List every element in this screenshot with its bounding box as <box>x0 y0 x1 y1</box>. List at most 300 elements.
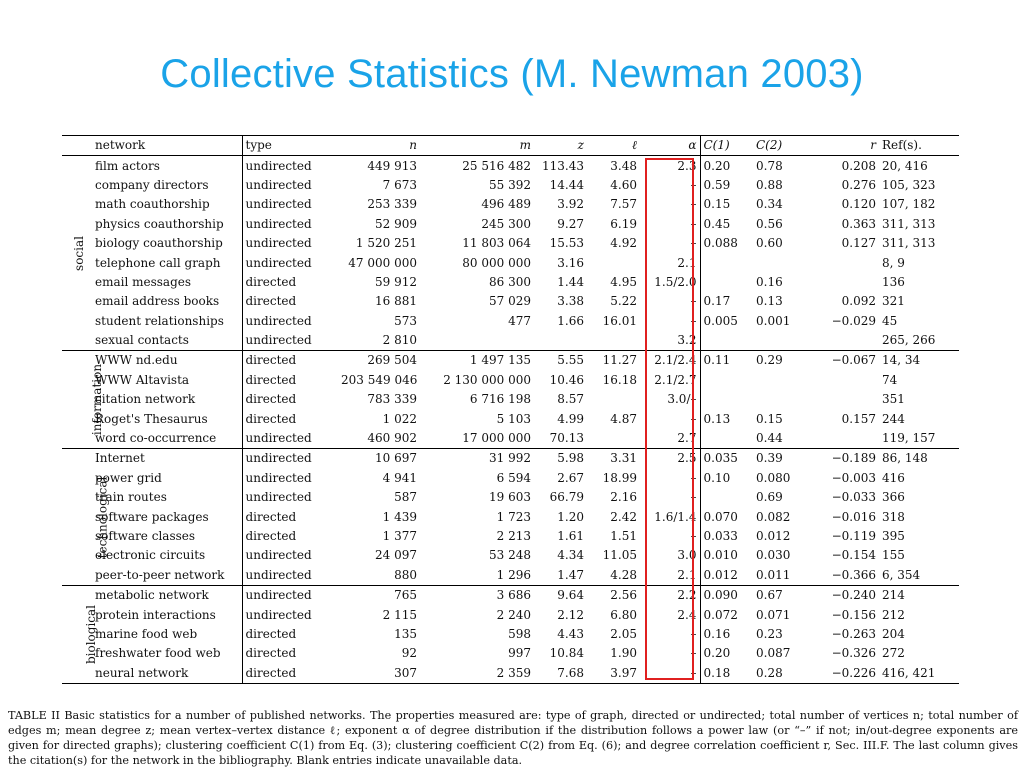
cell-r <box>810 371 879 390</box>
cell-alpha: 1.5/2.0 <box>640 273 700 292</box>
cell-l: 1.90 <box>610 646 637 661</box>
cell-alpha: – <box>640 488 700 507</box>
cell-c2: 0.39 <box>756 451 783 466</box>
cell-z: 70.13 <box>534 429 587 449</box>
cell-c1 <box>700 331 753 351</box>
cell-z: 9.27 <box>557 216 584 231</box>
cell-type: directed <box>242 507 338 526</box>
cell-l <box>587 390 640 409</box>
cell-alpha: 2.7 <box>640 429 700 449</box>
cell-refs: 74 <box>882 372 898 387</box>
table-row <box>62 176 959 195</box>
category-text: information <box>90 364 105 436</box>
cell-alpha: – <box>640 664 700 684</box>
header-row <box>62 136 959 156</box>
cell-type: undirected <box>242 312 338 331</box>
cell-network: telephone call graph <box>95 255 221 270</box>
cell-alpha: – <box>640 409 700 428</box>
cell-r: −0.226 <box>810 664 879 684</box>
table-caption: TABLE II Basic statistics for a number of published networks. The properties measured are: type of graph, directed or undirected; total number of vertices n; total number of edges m; mean degree z; mean vertex–vertex distance ℓ; exponent α of degree distribution if the distribution follows a power law (or “–” if not; in/out-degree exponents are given for directed graphs); clustering coefficient C(1) from Eq. (3); clustering coefficient C(2) from Eq. (6); and degree correlation coefficient r, Sec. III.F. The last column gives the citation(s) for the network in the bibliography. Blank entries indicate unavailable data. <box>8 709 1018 767</box>
cell-c1: 0.090 <box>703 588 738 603</box>
cell-z: 8.57 <box>557 392 584 407</box>
cell-r: −0.156 <box>831 607 876 622</box>
table-row <box>62 664 959 684</box>
cell-c2: 0.69 <box>756 490 783 505</box>
cell-network: WWW nd.edu <box>95 353 178 368</box>
cell-network: word co-occurrence <box>92 429 242 449</box>
table-row <box>62 488 959 507</box>
cell-l: 2.16 <box>610 490 637 505</box>
cell-network: peer-to-peer network <box>92 566 242 586</box>
cell-type: undirected <box>242 585 338 605</box>
header-c2: C(2) <box>753 136 810 156</box>
cell-c1 <box>700 390 753 409</box>
cell-type: undirected <box>242 546 338 565</box>
cell-network: company directors <box>95 177 209 192</box>
table-row <box>62 429 959 449</box>
cell-network: protein interactions <box>95 607 216 622</box>
cell-l: 2.42 <box>610 509 637 524</box>
cell-n: 92 <box>401 646 417 661</box>
cell-r <box>810 331 879 351</box>
cell-m: 3 686 <box>496 588 531 603</box>
cell-l <box>587 331 640 351</box>
cell-c1: 0.11 <box>703 353 731 368</box>
table-row <box>62 292 959 311</box>
cell-m: 1 296 <box>420 566 534 586</box>
cell-c1: 0.070 <box>703 509 738 524</box>
cell-c1: 0.59 <box>703 177 731 192</box>
table-body <box>62 156 959 684</box>
cell-r: 0.120 <box>841 197 876 212</box>
cell-type: undirected <box>242 215 338 234</box>
cell-type: undirected <box>242 605 338 624</box>
cell-m: 55 392 <box>489 177 531 192</box>
cell-refs: 318 <box>882 509 905 524</box>
cell-r: −0.263 <box>831 626 876 641</box>
category-label-biological <box>62 585 99 683</box>
cell-l: 4.95 <box>610 274 637 289</box>
cell-n: 16 881 <box>375 294 417 309</box>
cell-alpha: 2.1/2.7 <box>640 371 700 390</box>
cell-refs: 119, 157 <box>879 429 959 449</box>
table-row <box>62 312 959 331</box>
cell-c2: 0.23 <box>756 626 783 641</box>
cell-n: 460 902 <box>338 429 420 449</box>
table-row <box>62 644 959 663</box>
cell-z: 3.92 <box>557 197 584 212</box>
cell-r: 0.092 <box>841 294 876 309</box>
cell-refs: 8, 9 <box>882 255 905 270</box>
cell-l: 3.48 <box>610 158 637 173</box>
cell-l: 3.97 <box>587 664 640 684</box>
cell-type: directed <box>242 292 338 311</box>
slide-title: Collective Statistics (M. Newman 2003) <box>160 52 864 96</box>
cell-type: directed <box>242 273 338 292</box>
header-alpha: α <box>640 136 700 156</box>
cell-c1: 0.012 <box>700 566 753 586</box>
cell-n: 135 <box>394 626 417 641</box>
cell-alpha: 3.0/– <box>640 390 700 409</box>
cell-c2: 0.34 <box>756 197 783 212</box>
cell-type: undirected <box>242 195 338 214</box>
cell-l: 16.01 <box>602 313 637 328</box>
cell-m: 2 240 <box>496 607 531 622</box>
table-row <box>62 371 959 390</box>
cell-type: directed <box>242 390 338 409</box>
cell-type: undirected <box>242 176 338 195</box>
cell-network: neural network <box>92 664 242 684</box>
cell-c1 <box>700 253 753 272</box>
category-text: social <box>71 235 86 271</box>
cell-type: directed <box>242 644 338 663</box>
cell-c1: 0.088 <box>703 236 738 251</box>
cell-type: undirected <box>242 234 338 253</box>
cell-z: 14.44 <box>549 177 584 192</box>
cell-l: 2.56 <box>610 588 637 603</box>
cell-m: 57 029 <box>489 294 531 309</box>
cell-refs: 14, 34 <box>882 353 921 368</box>
cell-c1: 0.035 <box>703 451 738 466</box>
cell-alpha: – <box>640 469 700 488</box>
cell-network: email messages <box>95 274 192 289</box>
cell-c2: 0.011 <box>753 566 810 586</box>
cell-n: 1 439 <box>382 509 417 524</box>
cell-c2: 0.15 <box>756 411 783 426</box>
cell-network: electronic circuits <box>95 548 206 563</box>
cell-n: 24 097 <box>375 548 417 563</box>
cell-c2: 0.56 <box>756 216 783 231</box>
cell-z: 4.34 <box>557 548 584 563</box>
cell-c1 <box>700 488 753 507</box>
cell-refs: 105, 323 <box>882 177 936 192</box>
cell-z: 113.43 <box>542 158 584 173</box>
cell-m: 25 516 482 <box>462 158 531 173</box>
cell-refs: 272 <box>882 646 905 661</box>
header-r: r <box>810 136 879 156</box>
cell-l: 18.99 <box>602 470 637 485</box>
cell-n: 587 <box>394 490 417 505</box>
cell-refs: 416, 421 <box>879 664 959 684</box>
cell-n: 1 377 <box>382 529 417 543</box>
statistics-table <box>62 135 959 684</box>
cell-type: undirected <box>242 253 338 272</box>
cell-c2: 0.082 <box>756 509 791 524</box>
cell-r: 0.208 <box>841 158 876 173</box>
statistics-table-container <box>62 135 959 684</box>
header-category <box>62 136 92 156</box>
cell-refs: 244 <box>882 411 905 426</box>
cell-l: 6.19 <box>610 216 637 231</box>
cell-network: train routes <box>95 490 167 505</box>
cell-type: undirected <box>242 566 338 586</box>
cell-n: 52 909 <box>375 216 417 231</box>
cell-type: undirected <box>242 156 338 176</box>
cell-alpha: – <box>640 625 700 644</box>
cell-alpha: – <box>640 215 700 234</box>
cell-l: 4.92 <box>610 236 637 251</box>
category-text: technological <box>95 476 110 558</box>
cell-m: 53 248 <box>489 548 531 563</box>
cell-c1: 0.010 <box>703 548 738 563</box>
cell-l: 11.27 <box>602 353 637 368</box>
cell-r: −0.067 <box>831 353 876 368</box>
cell-r: −0.016 <box>831 509 876 524</box>
cell-c2 <box>753 253 810 272</box>
cell-c1: 0.16 <box>703 626 731 641</box>
cell-n: 449 913 <box>367 158 417 173</box>
cell-l: 4.87 <box>610 411 637 426</box>
cell-refs: 86, 148 <box>882 451 928 466</box>
header-network: network <box>92 136 242 156</box>
cell-alpha: – <box>640 234 700 253</box>
cell-c2: 0.030 <box>756 548 791 563</box>
table-row <box>62 605 959 624</box>
cell-refs: 265, 266 <box>879 331 959 351</box>
cell-c2: 0.080 <box>756 470 791 485</box>
cell-type: undirected <box>242 488 338 507</box>
cell-n: 1 520 251 <box>355 236 417 251</box>
cell-type: directed <box>242 409 338 428</box>
cell-c1: 0.13 <box>703 411 731 426</box>
cell-type: directed <box>242 351 338 371</box>
table-row <box>62 253 959 272</box>
cell-m: 86 300 <box>489 274 531 289</box>
table-row <box>62 351 959 371</box>
cell-z: 3.16 <box>557 255 584 270</box>
cell-r <box>810 273 879 292</box>
cell-l: 11.05 <box>602 548 637 563</box>
cell-refs: 321 <box>882 294 905 309</box>
cell-alpha: 2.1 <box>640 566 700 586</box>
cell-alpha: 2.1/2.4 <box>640 351 700 371</box>
cell-refs: 311, 313 <box>882 236 936 251</box>
cell-r: 0.276 <box>841 177 876 192</box>
table-row <box>62 566 959 586</box>
table-row <box>62 449 959 469</box>
cell-refs: 155 <box>882 548 905 563</box>
cell-n: 203 549 046 <box>341 372 418 387</box>
cell-m: 11 803 064 <box>462 236 531 251</box>
cell-c1: 0.10 <box>703 470 731 485</box>
cell-z: 5.98 <box>557 451 584 466</box>
cell-type: undirected <box>242 449 338 469</box>
cell-r <box>810 253 879 272</box>
cell-r: −0.240 <box>831 588 876 603</box>
cell-c2 <box>753 371 810 390</box>
cell-refs: 311, 313 <box>882 216 936 231</box>
cell-r <box>810 429 879 449</box>
cell-c1: 0.15 <box>703 197 731 212</box>
cell-c1 <box>700 273 753 292</box>
cell-z: 4.43 <box>557 626 584 641</box>
cell-alpha: – <box>640 527 700 546</box>
cell-c2: 0.087 <box>756 646 791 661</box>
cell-l: 16.18 <box>602 372 637 387</box>
header-l: ℓ <box>587 136 640 156</box>
cell-m: 17 000 000 <box>420 429 534 449</box>
header-c1: C(1) <box>700 136 753 156</box>
cell-c2: 0.67 <box>756 588 783 603</box>
cell-c2 <box>753 390 810 409</box>
cell-z <box>534 331 587 351</box>
cell-n: 573 <box>394 313 417 328</box>
cell-c2: 0.071 <box>756 607 791 622</box>
cell-l <box>587 429 640 449</box>
cell-m: 2 213 <box>496 529 531 543</box>
cell-r: −0.003 <box>831 470 876 485</box>
cell-m: 598 <box>508 626 531 641</box>
cell-c1: 0.072 <box>703 607 738 622</box>
cell-c1: 0.20 <box>703 158 731 173</box>
cell-network: Internet <box>95 451 145 466</box>
cell-network: software classes <box>95 529 196 543</box>
cell-r: −0.033 <box>831 490 876 505</box>
cell-refs: 214 <box>882 588 905 603</box>
cell-z: 9.64 <box>557 588 584 603</box>
cell-c1 <box>700 429 753 449</box>
table-row <box>62 469 959 488</box>
cell-r: 0.157 <box>841 411 876 426</box>
cell-m: 6 594 <box>496 470 531 485</box>
cell-network: student relationships <box>95 313 224 328</box>
cell-network: physics coauthorship <box>95 216 224 231</box>
table-row <box>62 527 959 546</box>
table-row <box>62 625 959 644</box>
cell-network: sexual contacts <box>92 331 242 351</box>
cell-type: directed <box>242 664 338 684</box>
header-refs: Ref(s). <box>879 136 959 156</box>
cell-alpha: 2.3 <box>640 156 700 176</box>
cell-z: 15.53 <box>549 236 584 251</box>
cell-m: 2 359 <box>420 664 534 684</box>
cell-network: freshwater food web <box>95 646 221 661</box>
cell-refs: 6, 354 <box>879 566 959 586</box>
cell-c1: 0.033 <box>703 529 738 543</box>
cell-c1: 0.005 <box>703 313 738 328</box>
cell-r: −0.119 <box>831 529 876 543</box>
cell-c2: 0.88 <box>756 177 783 192</box>
table-row <box>62 234 959 253</box>
table-row <box>62 215 959 234</box>
cell-l: 7.57 <box>610 197 637 212</box>
cell-c2: 0.001 <box>756 313 791 328</box>
cell-refs: 416 <box>882 470 905 485</box>
table-row <box>62 546 959 565</box>
cell-z: 1.20 <box>557 509 584 524</box>
cell-refs: 366 <box>882 490 905 505</box>
cell-z: 3.38 <box>557 294 584 309</box>
cell-n: 253 339 <box>367 197 417 212</box>
cell-r: −0.189 <box>831 451 876 466</box>
cell-c2: 0.13 <box>756 294 783 309</box>
cell-m: 19 603 <box>489 490 531 505</box>
cell-n: 59 912 <box>375 274 417 289</box>
cell-n: 2 810 <box>338 331 420 351</box>
cell-c2: 0.78 <box>756 158 783 173</box>
cell-z: 10.46 <box>549 372 584 387</box>
cell-l: 1.51 <box>610 529 637 543</box>
cell-n: 880 <box>338 566 420 586</box>
cell-network: biology coauthorship <box>95 236 223 251</box>
cell-l: 6.80 <box>610 607 637 622</box>
cell-n: 765 <box>394 588 417 603</box>
cell-alpha: 2.2 <box>640 585 700 605</box>
cell-l <box>587 253 640 272</box>
caption-clip <box>0 700 1024 768</box>
cell-network: math coauthorship <box>95 197 210 212</box>
cell-c2: 0.60 <box>756 236 783 251</box>
cell-alpha: – <box>640 176 700 195</box>
cell-alpha: – <box>640 195 700 214</box>
cell-network: Roget's Thesaurus <box>95 411 208 426</box>
cell-alpha: 3.0 <box>640 546 700 565</box>
cell-r <box>810 390 879 409</box>
cell-refs: 351 <box>882 392 905 407</box>
category-text: biological <box>84 604 99 664</box>
cell-n: 4 941 <box>382 470 417 485</box>
cell-alpha: 2.1 <box>640 253 700 272</box>
cell-m: 1 723 <box>496 509 531 524</box>
cell-m: 997 <box>508 646 531 661</box>
cell-n: 7 673 <box>382 177 417 192</box>
category-label-technological <box>62 449 110 586</box>
cell-refs: 107, 182 <box>882 197 936 212</box>
cell-n: 307 <box>338 664 420 684</box>
category-label-social <box>62 156 92 351</box>
cell-type: directed <box>242 625 338 644</box>
cell-network: metabolic network <box>95 588 209 603</box>
cell-network: film actors <box>95 158 160 173</box>
cell-refs: 395 <box>882 529 905 543</box>
cell-n: 783 339 <box>367 392 417 407</box>
cell-m: 1 497 135 <box>469 353 531 368</box>
cell-network: WWW Altavista <box>95 372 190 387</box>
cell-r: −0.366 <box>810 566 879 586</box>
cell-refs: 136 <box>882 274 905 289</box>
cell-type: undirected <box>242 429 338 449</box>
cell-alpha: 1.6/1.4 <box>640 507 700 526</box>
cell-r: −0.154 <box>831 548 876 563</box>
cell-c1 <box>700 371 753 390</box>
cell-alpha: – <box>640 312 700 331</box>
cell-r: −0.326 <box>831 646 876 661</box>
cell-alpha: 2.5 <box>640 449 700 469</box>
cell-l: 2.05 <box>610 626 637 641</box>
cell-n: 10 697 <box>375 451 417 466</box>
cell-z: 2.67 <box>557 470 584 485</box>
cell-n: 47 000 000 <box>348 255 417 270</box>
cell-m: 245 300 <box>481 216 531 231</box>
cell-z: 1.61 <box>557 529 584 543</box>
cell-r: 0.127 <box>841 236 876 251</box>
cell-m: 31 992 <box>489 451 531 466</box>
cell-z: 1.44 <box>557 274 584 289</box>
cell-network: marine food web <box>95 626 198 641</box>
cell-alpha: 2.4 <box>640 605 700 624</box>
table-row <box>62 585 959 605</box>
cell-z: 7.68 <box>534 664 587 684</box>
cell-z: 2.12 <box>557 607 584 622</box>
cell-m: 80 000 000 <box>462 255 531 270</box>
cell-r: −0.029 <box>831 313 876 328</box>
cell-c2 <box>753 331 810 351</box>
cell-m: 496 489 <box>481 197 531 212</box>
header-type: type <box>242 136 338 156</box>
cell-c2: 0.012 <box>756 529 791 543</box>
table-row <box>62 409 959 428</box>
cell-refs: 45 <box>882 313 898 328</box>
